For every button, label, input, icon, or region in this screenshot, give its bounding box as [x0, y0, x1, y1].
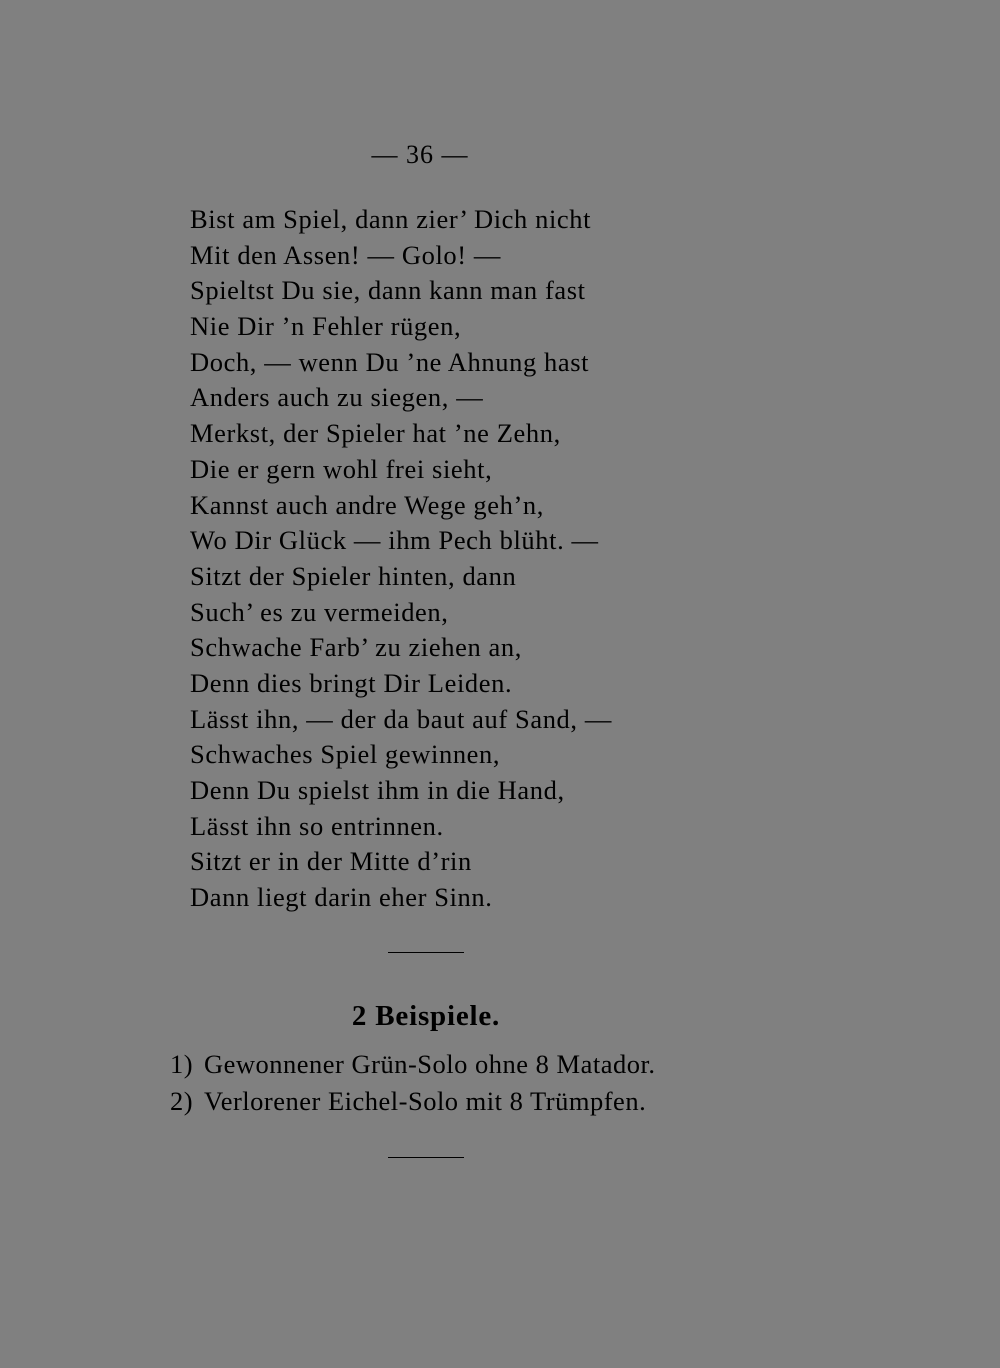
divider-rule [388, 1157, 464, 1158]
section-heading: 2 Beispiele. [351, 1000, 501, 1032]
poem-line: Bist am Spiel, dann zier’ Dich nicht [190, 204, 592, 234]
list-item-number: 1) [170, 1049, 194, 1079]
poem-line: Doch, — wenn Du ’ne Ahnung hast [190, 346, 590, 377]
poem-line: Wo Dir Glück — ihm Pech blüht. — [190, 525, 599, 556]
poem-line: Sitzt der Spieler hinten, dann [190, 560, 517, 591]
poem [190, 202, 710, 916]
poem-line: Schwaches Spiel gewinnen, [190, 739, 501, 770]
poem-line: Such’ es zu vermeiden, [190, 596, 449, 627]
poem-line: Schwache Farb’ zu ziehen an, [190, 632, 522, 663]
list-item-number: 2) [170, 1086, 194, 1116]
poem-line: Sitzt er in der Mitte d’rin [190, 846, 472, 877]
list-item [170, 1083, 730, 1120]
poem-line: Denn Du spielst ihm in die Hand, [190, 775, 565, 805]
page-number: — 36 — [371, 140, 469, 169]
poem-line: Dann liegt darin eher Sinn. [190, 882, 493, 913]
list-item-text: Verlorener Eichel-Solo mit 8 Trümpfen. [204, 1086, 647, 1116]
poem-line: Kannst auch andre Wege geh’n, [190, 489, 544, 520]
divider-rule [388, 952, 464, 953]
poem-line: Mit den Assen! — Golo! — [190, 239, 502, 270]
list-item-text: Gewonnener Grün-Solo ohne 8 Matador. [204, 1049, 656, 1079]
list-item [170, 1046, 730, 1083]
poem-line: Anders auch zu siegen, — [190, 382, 484, 413]
poem-line: Lässt ihn, — der da baut auf Sand, — [190, 703, 612, 734]
example-list [170, 1046, 730, 1120]
poem-line: Die er gern wohl frei sieht, [190, 453, 493, 484]
poem-line: Denn dies bringt Dir Leiden. [190, 667, 513, 698]
poem-line: Merkst, der Spieler hat ’ne Zehn, [190, 418, 561, 449]
poem-line: Nie Dir ’n Fehler rügen, [190, 311, 462, 342]
poem-line: Lässt ihn so entrinnen. [190, 810, 444, 841]
poem-line: Spieltst Du sie, dann kann man fast [190, 275, 586, 306]
